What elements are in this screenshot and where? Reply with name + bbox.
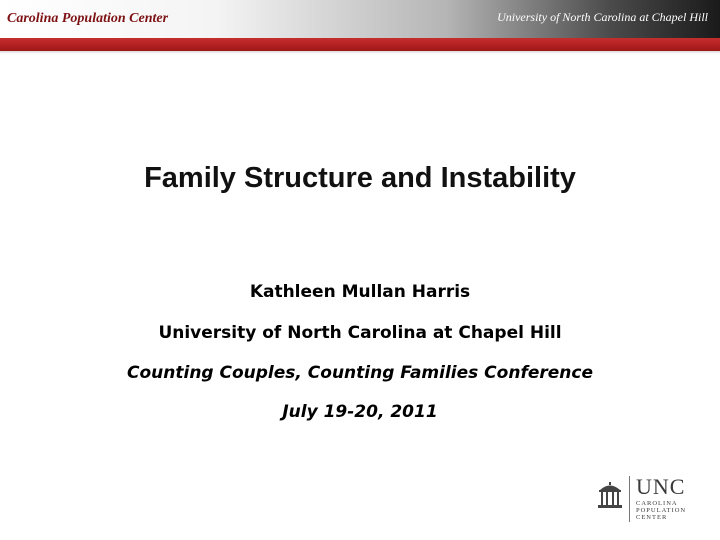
author-affiliation: University of North Carolina at Chapel Hill <box>158 323 562 343</box>
unc-cpc-logo <box>596 476 696 526</box>
logo-divider <box>629 476 630 522</box>
logo-line-carolina: CAROLINA <box>636 500 678 507</box>
logo-unc-text: UNC <box>636 474 686 499</box>
old-well-icon <box>598 481 622 509</box>
event-name: Counting Couples, Counting Families Conference <box>127 363 593 383</box>
slide-title: Family Structure and Instability <box>144 162 576 194</box>
logo-line-population: POPULATION <box>636 507 687 514</box>
author-name: Kathleen Mullan Harris <box>249 282 471 302</box>
header-bar <box>0 0 720 38</box>
logo-line-center: CENTER <box>636 514 668 521</box>
header-stripe-shadow <box>0 51 720 54</box>
event-date: July 19-20, 2011 <box>282 402 438 422</box>
header-red-stripe <box>0 38 720 51</box>
header-right-title: University of North Carolina at Chapel Hill <box>497 10 708 24</box>
header-left-title: Carolina Population Center <box>7 11 169 26</box>
